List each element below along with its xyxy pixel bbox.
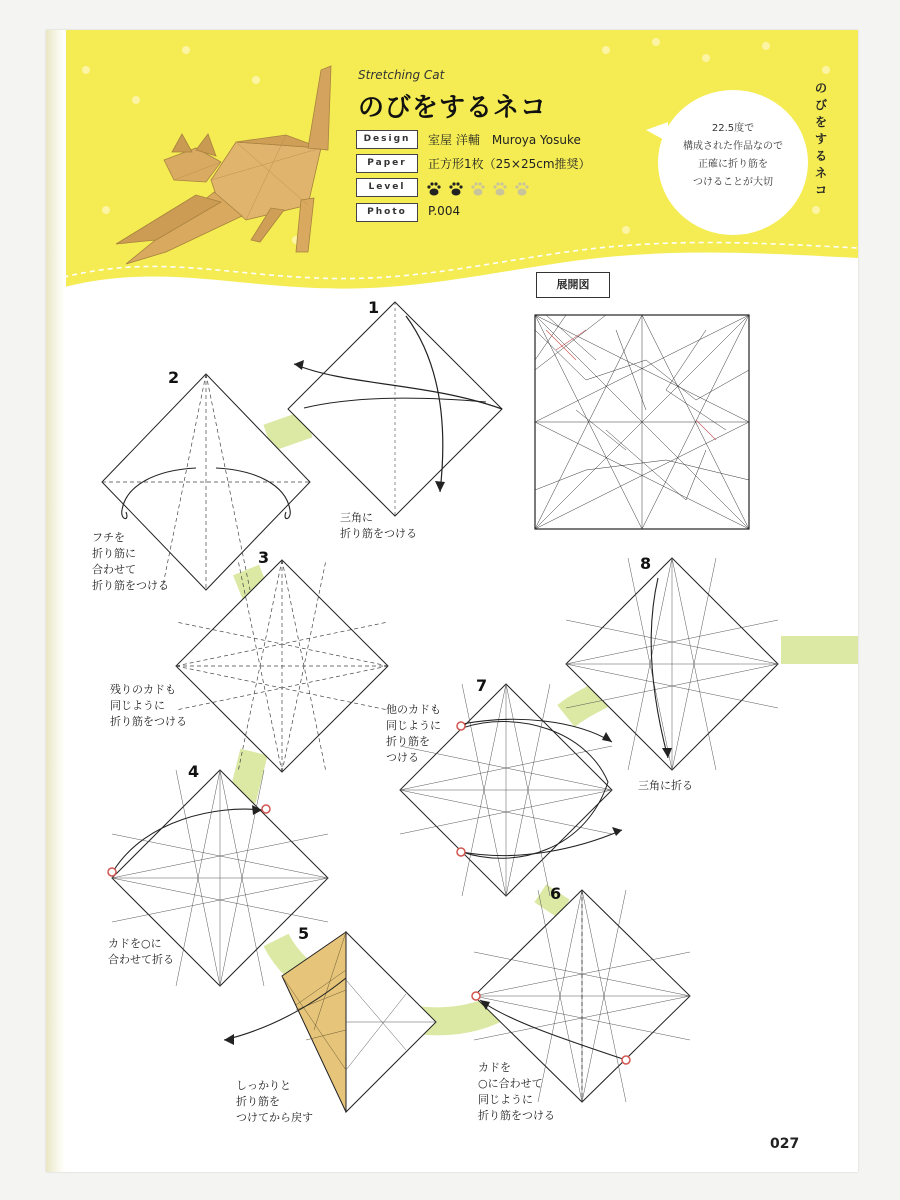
step-4-note: カドを○に 合わせて折る bbox=[108, 937, 174, 966]
step-5-number: 5 bbox=[298, 924, 310, 943]
step-4-number: 4 bbox=[188, 762, 200, 781]
step-8-number: 8 bbox=[640, 554, 652, 573]
step-6-note: カドを ○に合わせて 同じように 折り筋をつける bbox=[478, 1061, 555, 1122]
step-1-diagram bbox=[288, 302, 502, 516]
design-label: Design bbox=[356, 130, 418, 149]
level-label: Level bbox=[356, 178, 418, 197]
step-8-diagram bbox=[566, 558, 778, 770]
step-1-note: 三角に 折り筋をつける bbox=[340, 511, 417, 540]
step-6-number: 6 bbox=[550, 884, 562, 903]
step-7-number: 7 bbox=[476, 676, 488, 695]
title-english: Stretching Cat bbox=[358, 68, 445, 82]
step-1-number: 1 bbox=[368, 298, 380, 317]
photo-value: P.004 bbox=[428, 204, 461, 218]
step-2-note: フチを 折り筋に 合わせて 折り筋をつける bbox=[92, 531, 169, 592]
speech-bubble-text: 22.5度で 構成された作品なので 正確に折り筋を つけることが大切 bbox=[683, 123, 783, 188]
photo-label: Photo bbox=[356, 203, 418, 222]
step-5-note: しっかりと 折り筋を つけてから戻す bbox=[236, 1079, 313, 1124]
design-value: 室屋 洋輔 Muroya Yosuke bbox=[428, 133, 581, 147]
step-7-note: 他のカドも 同じように 折り筋を つける bbox=[386, 703, 441, 764]
page-number: 027 bbox=[770, 1136, 800, 1152]
title-japanese: のびをするネコ bbox=[358, 93, 548, 123]
crease-pattern bbox=[535, 315, 749, 529]
crease-pattern-label: 展開図 bbox=[536, 272, 610, 298]
vertical-side-title: のびをするネコ bbox=[814, 81, 827, 197]
step-3-number: 3 bbox=[258, 548, 270, 567]
paper-value: 正方形1枚（25×25cm推奨） bbox=[428, 157, 591, 171]
paper-label: Paper bbox=[356, 154, 418, 173]
step-2-number: 2 bbox=[168, 368, 180, 387]
book-page bbox=[46, 30, 858, 1172]
step-3-note: 残りのカドも 同じように 折り筋をつける bbox=[110, 683, 187, 728]
step-3-diagram bbox=[176, 560, 388, 772]
folding-diagrams bbox=[46, 30, 858, 1172]
step-8-note: 三角に折る bbox=[638, 779, 693, 792]
